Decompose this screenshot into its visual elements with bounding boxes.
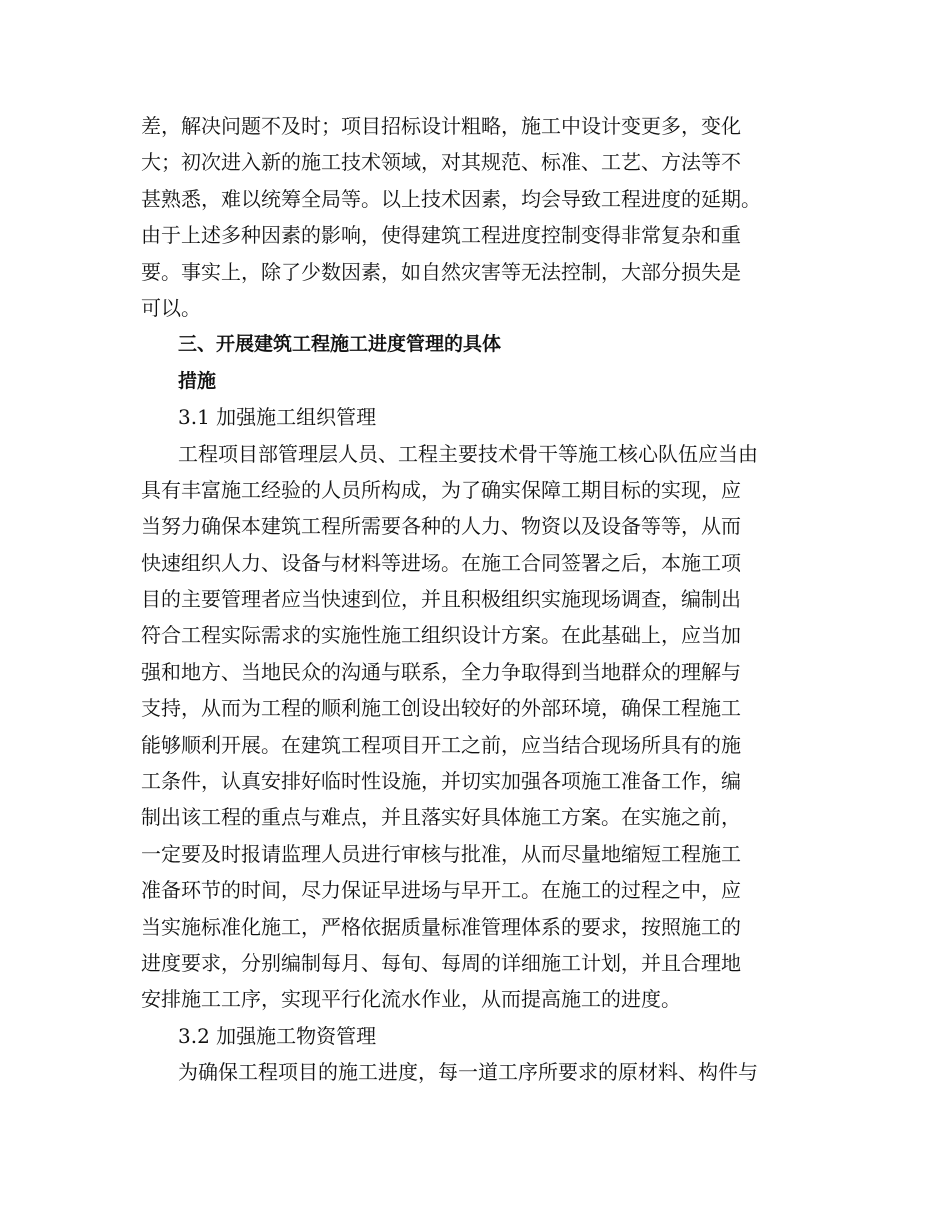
document-page xyxy=(141,108,821,1091)
subsection-3-1-title: 3.1 加强施工组织管理 xyxy=(178,405,377,430)
text-line: 可以。 xyxy=(141,295,201,320)
text-line: 大；初次进入新的施工技术领域，对其规范、标准、工艺、方法等不 xyxy=(141,150,741,175)
text-line: 支持，从而为工程的顺利施工创设出较好的外部环境，确保工程施工 xyxy=(141,696,741,721)
text-line: 当实施标准化施工，严格依据质量标准管理体系的要求，按照施工的 xyxy=(141,914,741,939)
section-heading-line: 措施 xyxy=(178,369,217,392)
text-line: 准备环节的时间，尽力保证早进场与早开工。在施工的过程之中，应 xyxy=(141,878,741,903)
text-line: 能够顺利开展。在建筑工程项目开工之前，应当结合现场所具有的施 xyxy=(141,732,741,757)
text-line: 甚熟悉，难以统筹全局等。以上技术因素，均会导致工程进度的延期。 xyxy=(141,186,761,211)
text-line: 一定要及时报请监理人员进行审核与批准，从而尽量地缩短工程施工 xyxy=(141,841,741,866)
text-line: 具有丰富施工经验的人员所构成，为了确实保障工期目标的实现，应 xyxy=(141,477,741,502)
paragraph-technical-factors xyxy=(141,108,821,326)
paragraph-organization-management xyxy=(141,436,821,1018)
text-line: 符合工程实际需求的实施性施工组织设计方案。在此基础上，应当加 xyxy=(141,623,741,648)
text-line: 工程项目部管理层人员、工程主要技术骨干等施工核心队伍应当由 xyxy=(178,441,758,466)
text-line: 当努力确保本建筑工程所需要各种的人力、物资以及设备等等，从而 xyxy=(141,514,741,539)
text-line: 快速组织人力、设备与材料等进场。在施工合同签署之后，本施工项 xyxy=(141,550,741,575)
text-line: 强和地方、当地民众的沟通与联系，全力争取得到当地群众的理解与 xyxy=(141,659,741,684)
paragraph-material-management xyxy=(141,1054,821,1090)
text-line: 目的主要管理者应当快速到位，并且积极组织实施现场调查，编制出 xyxy=(141,587,741,612)
text-line: 制出该工程的重点与难点，并且落实好具体施工方案。在实施之前， xyxy=(141,805,741,830)
section-heading-line: 三、开展建筑工程施工进度管理的具体 xyxy=(178,333,502,356)
text-line: 差，解决问题不及时；项目招标设计粗略，施工中设计变更多，变化 xyxy=(141,114,741,138)
subsection-3-2-title: 3.2 加强施工物资管理 xyxy=(178,1023,377,1048)
text-line: 进度要求，分别编制每月、每旬、每周的详细施工计划，并且合理地 xyxy=(141,950,741,975)
text-line: 安排施工工序，实现平行化流水作业，从而提高施工的进度。 xyxy=(141,987,681,1012)
text-line: 为确保工程项目的施工进度，每一道工序所要求的原材料、构件与 xyxy=(178,1060,758,1085)
text-line: 要。事实上，除了少数因素，如自然灾害等无法控制，大部分损失是 xyxy=(141,259,741,284)
text-line: 由于上述多种因素的影响，使得建筑工程进度控制变得非常复杂和重 xyxy=(141,223,741,248)
text-line: 工条件，认真安排好临时性设施，并切实加强各项施工准备工作，编 xyxy=(141,769,741,794)
section-3-heading xyxy=(141,326,821,399)
